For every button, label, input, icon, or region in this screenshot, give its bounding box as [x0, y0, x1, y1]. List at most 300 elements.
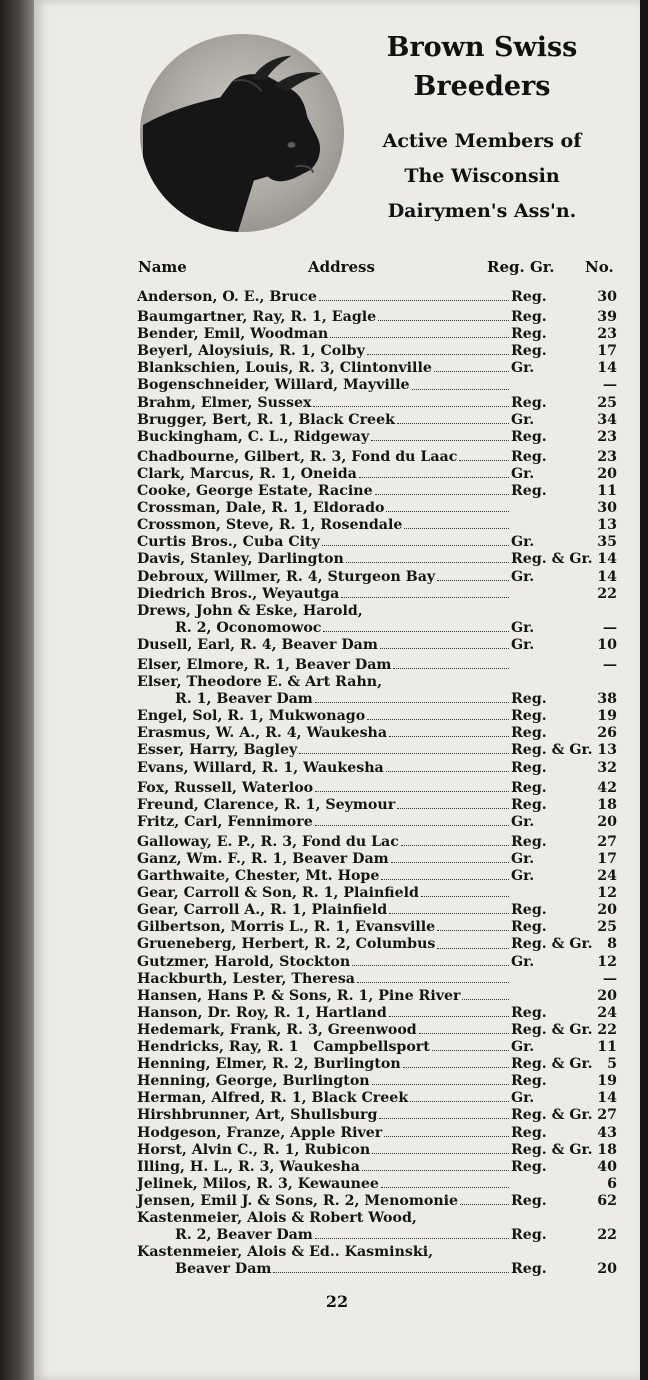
member-number: 5 [607, 1056, 617, 1073]
member-entry-line [137, 851, 617, 868]
member-reg-gr: Reg. & Gr. [511, 936, 593, 953]
member-entry-line [137, 637, 617, 654]
member-number: — [602, 619, 617, 636]
dot-leader [386, 511, 509, 512]
dot-leader [378, 320, 509, 321]
member-entry [137, 326, 617, 343]
member-entry [137, 1073, 617, 1090]
member-number: 14 [597, 551, 617, 568]
member-entry-line [137, 971, 617, 988]
dot-leader [330, 337, 509, 338]
member-reg-gr: Gr. [511, 851, 535, 867]
dot-leader [367, 719, 509, 720]
member-name-address: Chadbourne, Gilbert, R. 3, Fond du Laac [137, 448, 458, 465]
member-reg-gr: Reg. [511, 483, 547, 500]
dot-leader [319, 300, 509, 301]
column-header-reg-gr: Reg. Gr. [487, 258, 555, 276]
member-name-address: Brugger, Bert, R. 1, Black Creek [137, 411, 395, 428]
dot-leader [386, 771, 509, 772]
member-reg-gr: Reg. [511, 1124, 547, 1141]
member-reg-gr: Gr. [511, 534, 535, 551]
member-name-address: Henning, Elmer, R. 2, Burlington [137, 1056, 401, 1073]
member-entry [137, 1159, 617, 1176]
cow-head-icon [140, 34, 344, 232]
member-number: 40 [597, 1158, 617, 1175]
member-reg-gr: Reg. & Gr. [511, 1056, 593, 1073]
member-entry-line [137, 936, 617, 953]
member-entry-line [137, 742, 617, 759]
member-name-address: Gilbertson, Morris L., R. 1, Evansville [137, 919, 436, 936]
column-headers [34, 258, 640, 280]
dot-leader [372, 1084, 509, 1085]
member-reg-gr: Reg. [511, 691, 547, 708]
member-address-continued: R. 2, Oconomowoc [175, 619, 322, 636]
member-entry [137, 517, 617, 534]
member-reg-gr: Reg. [511, 708, 547, 725]
member-reg-gr: Reg. [511, 1158, 547, 1175]
dot-leader [352, 965, 509, 966]
member-reg-gr: Reg. [511, 326, 547, 343]
member-entry [137, 657, 617, 674]
member-entry [137, 637, 617, 654]
dot-leader [460, 1204, 509, 1205]
dot-leader [346, 562, 509, 563]
member-name-address: Jensen, Emil J. & Sons, R. 2, Menomonie [137, 1192, 459, 1209]
member-name-address: Hedemark, Frank, R. 3, Greenwood [137, 1021, 417, 1038]
dot-leader [273, 1272, 509, 1273]
member-name-address: Henning, George, Burlington [137, 1073, 370, 1090]
member-entry [137, 360, 617, 377]
member-entry [137, 919, 617, 936]
member-entry-line [137, 868, 617, 885]
member-entry-line [137, 1090, 617, 1107]
member-number: 14 [597, 360, 617, 377]
member-entry [137, 971, 617, 988]
member-number: 30 [597, 500, 617, 517]
member-number: 39 [597, 309, 617, 326]
member-number: 23 [597, 428, 617, 445]
member-entry [137, 1125, 617, 1142]
page-edge [640, 0, 648, 1380]
member-name-address: Dusell, Earl, R. 4, Beaver Dam [137, 636, 378, 653]
member-reg-gr: Gr. [511, 868, 535, 885]
member-entry-line [137, 1142, 617, 1159]
member-entry-line [137, 620, 617, 637]
member-number: 19 [597, 708, 617, 725]
member-entry [137, 1107, 617, 1124]
member-entry-line [137, 902, 617, 919]
member-name-address: Engel, Sol, R. 1, Mukwonago [137, 708, 366, 725]
member-entry [137, 1039, 617, 1056]
member-entry [137, 343, 617, 360]
member-reg-gr: Reg. & Gr. [511, 1107, 593, 1124]
dot-leader [437, 930, 509, 931]
member-entry [137, 483, 617, 500]
member-number: 20 [597, 813, 617, 830]
member-entry-line [137, 1159, 617, 1176]
member-entry-line [137, 1022, 617, 1039]
dot-leader [375, 494, 509, 495]
member-number: 27 [597, 833, 617, 850]
dot-leader [397, 423, 509, 424]
member-address-continued: R. 2, Beaver Dam [175, 1227, 313, 1244]
member-address-continued: R. 1, Beaver Dam [175, 691, 313, 708]
member-name-address: Gutzmer, Harold, Stockton [137, 953, 351, 970]
member-entry [137, 902, 617, 919]
title-line-2: Breeders [413, 71, 551, 102]
member-entry [137, 708, 617, 725]
member-reg-gr: Gr. [511, 465, 535, 482]
member-entry-line [137, 760, 617, 777]
member-entry-line [137, 1056, 617, 1073]
member-reg-gr: Reg. [511, 1073, 547, 1090]
member-entry-line [137, 1261, 617, 1278]
member-number: 22 [597, 585, 617, 602]
member-name-address: Crossmon, Steve, R. 1, Rosendale [137, 517, 403, 534]
member-entry [137, 569, 617, 586]
member-entry-line [137, 551, 617, 568]
dot-leader [437, 948, 509, 949]
member-entry-line [137, 569, 617, 586]
dot-leader [315, 1238, 509, 1239]
dot-leader [362, 1170, 509, 1171]
member-number: 14 [597, 1090, 617, 1107]
member-reg-gr: Reg. [511, 902, 547, 919]
dot-leader [315, 791, 509, 792]
member-name-address: Hackburth, Lester, Theresa [137, 970, 355, 987]
member-reg-gr: Reg. [511, 725, 547, 742]
member-number: 25 [597, 394, 617, 411]
member-reg-gr: Reg. [511, 759, 547, 776]
member-name-address: Horst, Alvin C., R. 1, Rubicon [137, 1141, 371, 1158]
member-number: 18 [597, 1141, 617, 1158]
member-number: 43 [597, 1124, 617, 1141]
member-entry-line [137, 289, 617, 306]
dot-leader [372, 1153, 509, 1154]
member-entry-line [137, 834, 617, 851]
member-name-address: Drews, John & Eske, Harold, [137, 602, 363, 619]
member-entry-line [137, 708, 617, 725]
member-number: 12 [597, 953, 617, 970]
member-entry [137, 1022, 617, 1039]
column-header-no: No. [585, 258, 614, 276]
member-entry [137, 742, 617, 759]
member-entry-line [137, 309, 617, 326]
page-title [362, 28, 602, 106]
dot-leader [403, 1067, 509, 1068]
member-number: 26 [597, 725, 617, 742]
member-number: 22 [597, 1021, 617, 1038]
member-entry [137, 936, 617, 953]
member-entry [137, 834, 617, 851]
dot-leader [397, 808, 509, 809]
member-name-address: Hansen, Hans P. & Sons, R. 1, Pine River [137, 987, 461, 1004]
member-name-address: Buckingham, C. L., Ridgeway [137, 428, 370, 445]
member-entry-line [137, 691, 617, 708]
dot-leader [359, 477, 509, 478]
member-name-address: Kastenmeier, Alois & Ed.. Kasminski, [137, 1244, 434, 1261]
dot-leader [315, 825, 509, 826]
member-entry-line [137, 395, 617, 412]
member-name-address: Hendricks, Ray, R. 1 Campbellsport [137, 1039, 430, 1056]
member-number: 25 [597, 919, 617, 936]
member-name-address: Bender, Emil, Woodman [137, 326, 329, 343]
member-number: 30 [597, 289, 617, 305]
member-reg-gr: Reg. [511, 309, 547, 326]
column-header-name: Name [138, 258, 187, 276]
subtitle [362, 124, 602, 229]
member-entry-line [137, 1125, 617, 1142]
member-reg-gr: Reg. [511, 919, 547, 936]
member-number: 13 [597, 517, 617, 534]
member-entry-line [137, 1005, 617, 1022]
member-name-address: Elser, Theodore E. & Art Rahn, [137, 674, 383, 691]
dot-leader [404, 528, 509, 529]
member-name-address: Curtis Bros., Cuba City [137, 534, 320, 551]
member-name-address: Esser, Harry, Bagley [137, 742, 298, 759]
dot-leader [437, 580, 509, 581]
member-number: 6 [607, 1175, 617, 1192]
member-name-address: Grueneberg, Herbert, R. 2, Columbus [137, 936, 436, 953]
member-name-address: Diedrich Bros., Weyautga [137, 585, 340, 602]
member-number: 13 [597, 742, 617, 759]
dot-leader [323, 631, 509, 632]
member-number: — [602, 970, 617, 987]
member-name-address: Herman, Alfred, R. 1, Black Creek [137, 1090, 409, 1107]
member-entry-line [137, 517, 617, 534]
member-entry-line [137, 725, 617, 742]
member-entry-line [137, 483, 617, 500]
member-entry-line [137, 500, 617, 517]
member-entry-line [137, 1039, 617, 1056]
member-reg-gr: Reg. [511, 1192, 547, 1209]
member-reg-gr: Reg. [511, 1227, 547, 1244]
member-reg-gr: Gr. [511, 411, 535, 428]
subtitle-line-1: Active Members of [382, 130, 582, 152]
member-reg-gr: Reg. [511, 394, 547, 411]
page-number: 22 [325, 1292, 349, 1311]
member-number: 19 [597, 1073, 617, 1090]
member-number: 22 [597, 1227, 617, 1244]
member-number: 38 [597, 691, 617, 708]
dot-leader [432, 1050, 509, 1051]
dot-leader [459, 460, 509, 461]
book-spine [0, 0, 34, 1380]
member-entry [137, 534, 617, 551]
dot-leader [299, 753, 509, 754]
member-entry-line [137, 343, 617, 360]
member-name-address: Kastenmeier, Alois & Robert Wood, [137, 1209, 417, 1226]
member-entry-line [137, 919, 617, 936]
member-name-address: Fritz, Carl, Fennimore [137, 813, 313, 830]
member-number: 42 [597, 779, 617, 796]
member-entry [137, 1244, 617, 1278]
member-number: 8 [607, 936, 617, 953]
member-reg-gr: Reg. [511, 343, 547, 360]
member-entry [137, 466, 617, 483]
member-entry-line [137, 429, 617, 446]
member-entry [137, 500, 617, 517]
dot-leader [384, 1136, 509, 1137]
member-entry-line [137, 674, 617, 691]
member-entry-line [137, 814, 617, 831]
subtitle-line-3: Dairymen's Ass'n. [387, 200, 577, 222]
member-reg-gr: Reg. & Gr. [511, 1141, 593, 1158]
member-reg-gr: Reg. [511, 428, 547, 445]
member-reg-gr: Reg. [511, 833, 547, 850]
member-entry-line [137, 586, 617, 603]
member-number: 20 [597, 902, 617, 919]
dot-leader [315, 702, 509, 703]
member-entry [137, 429, 617, 446]
dot-leader [371, 440, 509, 441]
member-number: 24 [597, 1004, 617, 1021]
member-name-address: Beyerl, Aloysiuis, R. 1, Colby [137, 343, 365, 360]
member-entry [137, 395, 617, 412]
member-entry-line [137, 412, 617, 429]
member-number: 18 [597, 796, 617, 813]
member-name-address: Clark, Marcus, R. 1, Oneida [137, 465, 357, 482]
dot-leader [421, 896, 509, 897]
member-name-address: Gear, Carroll & Son, R. 1, Plainfield [137, 885, 419, 902]
dot-leader [419, 1033, 509, 1034]
member-entry [137, 551, 617, 568]
dot-leader [462, 999, 509, 1000]
member-entry-line [137, 1244, 617, 1261]
member-reg-gr: Reg. & Gr. [511, 551, 593, 568]
member-reg-gr: Gr. [511, 1090, 535, 1107]
member-entry-line [137, 1193, 617, 1210]
member-number: 34 [597, 411, 617, 428]
member-entry [137, 851, 617, 868]
member-name-address: Ganz, Wm. F., R. 1, Beaver Dam [137, 851, 389, 867]
member-name-address: Hirshbrunner, Art, Shullsburg [137, 1107, 378, 1124]
member-entry-line [137, 954, 617, 971]
member-entry [137, 377, 617, 394]
member-entry [137, 586, 617, 603]
dot-leader [313, 406, 509, 407]
member-name-address: Bogenschneider, Willard, Mayville [137, 377, 410, 394]
cow-head-illustration [140, 34, 344, 232]
member-reg-gr: Reg. [511, 779, 547, 796]
dot-leader [410, 1101, 509, 1102]
member-number: 12 [597, 885, 617, 902]
member-name-address: Jelinek, Milos, R. 3, Kewaunee [137, 1175, 379, 1192]
dot-leader [357, 982, 509, 983]
member-entry [137, 1142, 617, 1159]
member-entry [137, 1005, 617, 1022]
member-entry [137, 289, 617, 306]
member-name-address: Brahm, Elmer, Sussex [137, 394, 312, 411]
member-number: 11 [597, 483, 617, 500]
member-number: 20 [597, 465, 617, 482]
member-address-continued: Beaver Dam [175, 1261, 272, 1278]
member-number: 23 [597, 448, 617, 465]
member-entry [137, 814, 617, 831]
dot-leader [389, 736, 509, 737]
member-reg-gr: Reg. [511, 1261, 547, 1278]
member-entry-line [137, 603, 617, 620]
member-number: 14 [597, 568, 617, 585]
dot-leader [393, 668, 509, 669]
member-entry-line [137, 360, 617, 377]
member-entry [137, 674, 617, 708]
dot-leader [389, 913, 509, 914]
member-entry-line [137, 449, 617, 466]
member-entry-line [137, 1073, 617, 1090]
member-entry [137, 603, 617, 637]
member-entry [137, 309, 617, 326]
member-entry [137, 797, 617, 814]
member-reg-gr: Gr. [511, 953, 535, 970]
member-reg-gr: Reg. & Gr. [511, 742, 593, 759]
member-number: 24 [597, 868, 617, 885]
member-name-address: Anderson, O. E., Bruce [137, 289, 317, 305]
member-name-address: Elser, Elmore, R. 1, Beaver Dam [137, 656, 392, 673]
member-number: — [602, 656, 617, 673]
member-name-address: Illing, H. L., R. 3, Waukesha [137, 1158, 360, 1175]
dot-leader [341, 597, 509, 598]
member-entry-line [137, 1107, 617, 1124]
member-reg-gr: Gr. [511, 1039, 535, 1056]
dot-leader [434, 371, 509, 372]
member-number: 32 [597, 759, 617, 776]
member-entry [137, 868, 617, 885]
member-entry-line [137, 1176, 617, 1193]
member-entry-line [137, 657, 617, 674]
dot-leader [389, 1016, 509, 1017]
member-number: 62 [597, 1192, 617, 1209]
member-reg-gr: Gr. [511, 619, 535, 636]
member-entry-line [137, 797, 617, 814]
member-number: 20 [597, 987, 617, 1004]
member-name-address: Crossman, Dale, R. 1, Eldorado [137, 500, 385, 517]
member-number: — [602, 377, 617, 394]
member-reg-gr: Gr. [511, 813, 535, 830]
member-reg-gr: Gr. [511, 568, 535, 585]
dot-leader [391, 862, 509, 863]
member-list [137, 289, 617, 1278]
member-name-address: Hodgeson, Franze, Apple River [137, 1124, 383, 1141]
dot-leader [381, 1187, 509, 1188]
member-entry-line [137, 1227, 617, 1244]
member-entry [137, 954, 617, 971]
member-reg-gr: Reg. [511, 796, 547, 813]
member-entry [137, 988, 617, 1005]
member-entry-line [137, 988, 617, 1005]
member-name-address: Erasmus, W. A., R. 4, Waukesha [137, 725, 388, 742]
member-entry-line [137, 466, 617, 483]
dot-leader [379, 1118, 509, 1119]
member-entry [137, 449, 617, 466]
member-entry [137, 1090, 617, 1107]
member-reg-gr: Reg. [511, 1004, 547, 1021]
title-line-1: Brown Swiss [386, 32, 578, 63]
member-reg-gr: Reg. [511, 289, 547, 305]
member-number: 17 [597, 343, 617, 360]
member-number: 27 [597, 1107, 617, 1124]
member-name-address: Gear, Carroll A., R. 1, Plainfield [137, 902, 388, 919]
member-entry [137, 412, 617, 429]
member-number: 17 [597, 851, 617, 867]
member-entry [137, 1193, 617, 1210]
dot-leader [380, 648, 509, 649]
member-entry-line [137, 326, 617, 343]
member-entry-line [137, 534, 617, 551]
dot-leader [412, 389, 509, 390]
member-entry-line [137, 377, 617, 394]
member-entry [137, 1056, 617, 1073]
